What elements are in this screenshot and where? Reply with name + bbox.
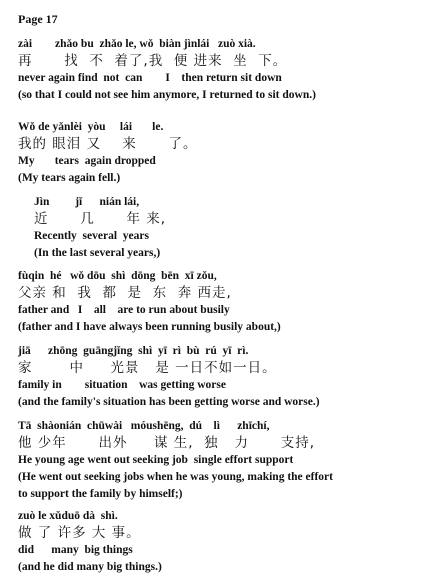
hanzi-line: 家 中 光景 是 一日不如一日。: [18, 360, 277, 376]
translation-line: (My tears again fell.): [18, 172, 121, 184]
sentence-block: [18, 36, 419, 104]
gloss-line: family in situation was getting worse: [18, 379, 226, 391]
pinyin-line: Wǒ de yǎnlèi yòu lái le.: [18, 121, 164, 133]
sentence-block: [18, 119, 419, 187]
sentence-block: [18, 268, 419, 336]
hanzi-line: 我的 眼泪 又 来 了。: [18, 136, 198, 152]
gloss-line: Recently several years: [34, 230, 149, 242]
gloss-line: father and I all are to run about busily: [18, 304, 230, 316]
translation-line: (and the family's situation has been getting worse and worse.): [18, 396, 320, 408]
translation-line: (so that I could not see him anymore, I returned to sit down.): [18, 89, 316, 101]
pinyin-line: Tā shàonián chūwài móushēng, dú lì zhīchí,: [18, 420, 270, 432]
pinyin-line: zài zhǎo bu zhǎo le, wǒ biàn jìnlái zuò xià.: [18, 38, 256, 50]
hanzi-line: 他 少年 出外 谋 生, 独 力 支持,: [18, 435, 316, 451]
sentence-block: [18, 418, 419, 503]
translation-line: (He went out seeking jobs when he was young, making the effort: [18, 471, 333, 483]
page-label: Page 17: [18, 12, 58, 26]
sentence-block: [34, 194, 419, 262]
translation-line: to support the family by himself;): [18, 488, 183, 500]
translation-line: (In the last several years,): [34, 247, 161, 259]
sentence-block: [18, 508, 419, 576]
hanzi-line: 再 找 不 着了,我 便 进来 坐 下。: [18, 53, 288, 69]
hanzi-line: 做 了 许多 大 事。: [18, 525, 141, 541]
gloss-line: My tears again dropped: [18, 155, 156, 167]
sentence-block: [18, 343, 419, 411]
pinyin-line: jiā zhōng guāngjǐng shì yī rì bù rú yī rì.: [18, 345, 249, 357]
pinyin-line: zuò le xǔduō dà shì.: [18, 510, 118, 522]
pinyin-line: fùqin hé wǒ dōu shì dōng bēn xī zǒu,: [18, 270, 217, 282]
hanzi-line: 近 几 年 来,: [34, 211, 167, 227]
pinyin-line: Jìn jǐ nián lái,: [34, 196, 140, 208]
gloss-line: He young age went out seeking job single effort support: [18, 454, 294, 466]
translation-line: (father and I have always been running busily about,): [18, 321, 281, 333]
gloss-line: never again find not can I then return sit down: [18, 72, 282, 84]
translation-line: (and he did many big things.): [18, 561, 162, 573]
hanzi-line: 父亲 和 我 都 是 东 奔 西走,: [18, 285, 232, 301]
gloss-line: did many big things: [18, 544, 133, 556]
